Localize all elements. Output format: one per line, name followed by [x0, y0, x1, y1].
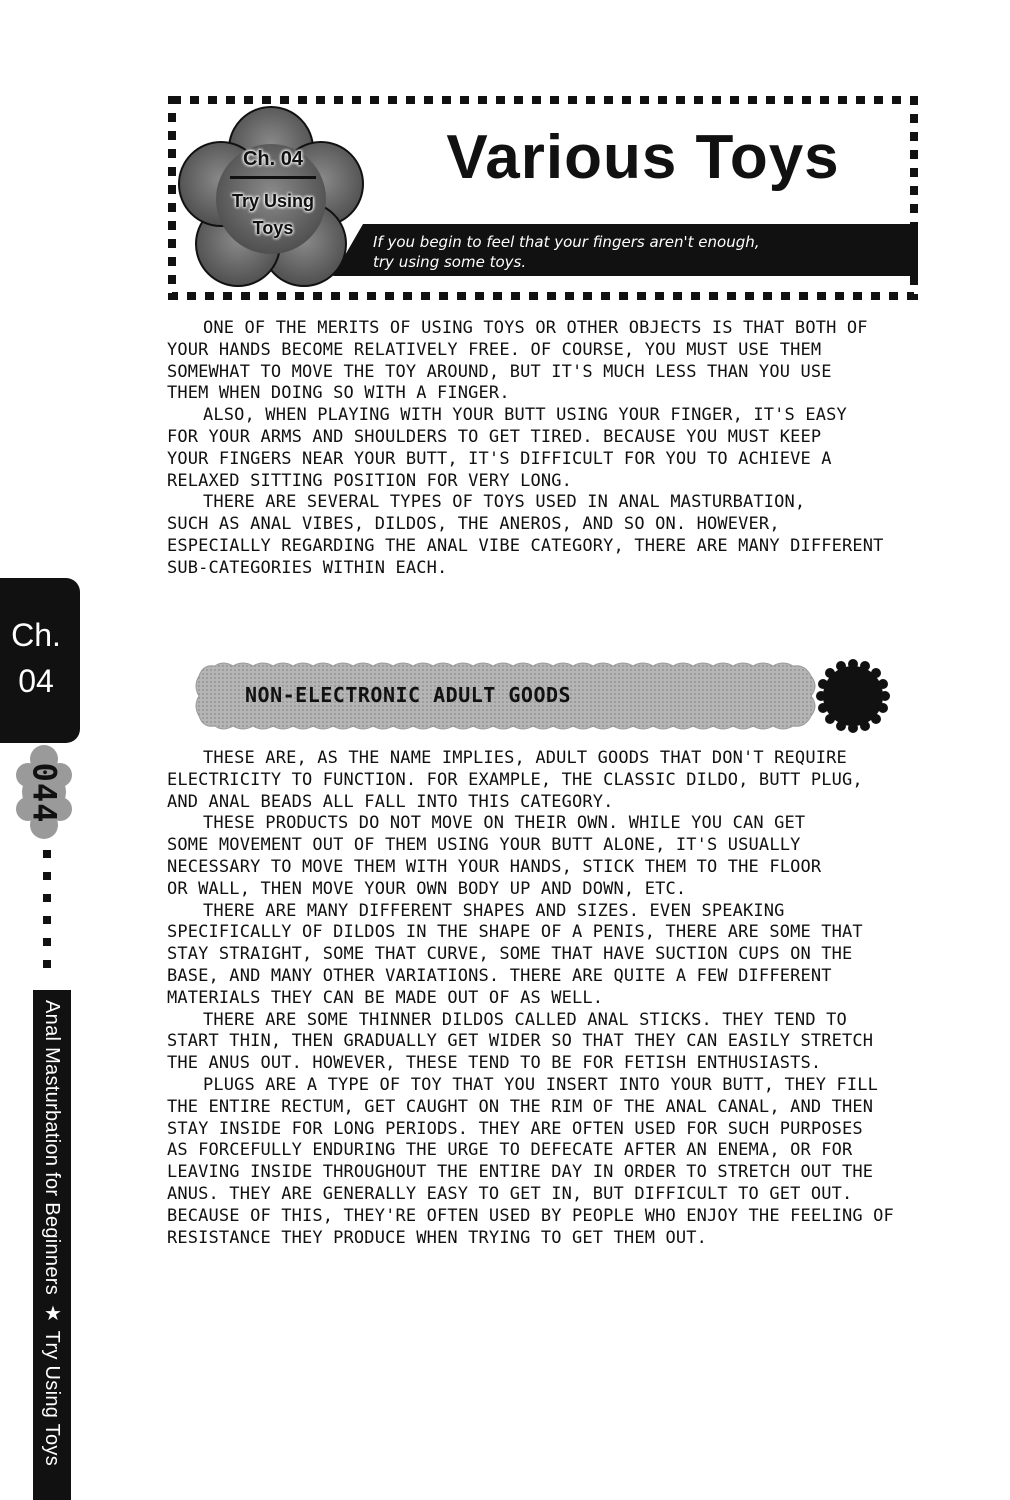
section-paragraph: THESE ARE, AS THE NAME IMPLIES, ADULT GOODS THAT DON'T REQUIRE ELECTRICITY TO FUNCTION. FOR EXAMPLE, THE CLASSIC DILDO, BUTT PLUG, AND ANAL BEADS ALL FALL INTO THIS CATEGORY.: [167, 748, 863, 812]
section-paragraph: THERE ARE MANY DIFFERENT SHAPES AND SIZES. EVEN SPEAKING SPECIFICALLY OF DILDOS IN THE SHAPE OF A PENIS, THERE ARE SOME THAT STAY STRAIGHT, SOME THAT CURVE, SOME THAT HAVE SUCTION CUPS ON THE BASE, AND MANY OTHER VARIATIONS. THERE ARE QUITE A FEW DIFFERENT MATERIALS THEY CAN BE MADE OUT OF AS WELL.: [167, 900, 863, 1008]
section-text: [167, 748, 987, 1249]
side-dots: [40, 848, 54, 983]
chapter-number: Ch. 04: [242, 148, 304, 170]
page-number-text: 044: [25, 762, 64, 823]
section-paragraph: PLUGS ARE A TYPE OF TOY THAT YOU INSERT INTO YOUR BUTT, THEY FILL THE ENTIRE RECTUM, GET CAUGHT ON THE RIM OF THE ANAL CANAL, AND THEN STAY INSIDE FOR LONG PERIODS. THEY ARE OFTEN USED FOR SUCH PURPOSES AS FORCEFULLY ENDURING THE URGE TO DEFECATE AFTER AN ENEMA, OR FOR LEAVING INSIDE THROUGHOUT THE ENTIRE DAY IN ORDER TO STRETCH OUT THE ANUS. THEY ARE GENERALLY EASY TO GET IN, BUT DIFFICULT TO GET OUT. BECAUSE OF THIS, THEY'RE OFTEN USED BY PEOPLE WHO ENJOY THE FEELING OF RESISTANCE THEY PRODUCE WHEN TRYING TO GET THEM OUT.: [167, 1074, 894, 1248]
section-sun-icon: [816, 659, 890, 733]
section-header: [193, 656, 893, 736]
section-title: NON-ELECTRONIC ADULT GOODS: [245, 683, 572, 707]
section-paragraph: THERE ARE SOME THINNER DILDOS CALLED ANAL STICKS. THEY TEND TO START THIN, THEN GRADUALLY GET WIDER SO THAT THEY CAN EASILY STRETCH THE ANUS OUT. HOWEVER, THESE TEND TO BE FOR FETISH ENTHUSIASTS.: [167, 1009, 874, 1074]
chapter-flower-subtitle: Try Using Toys: [231, 191, 315, 238]
chapter-underline: [230, 176, 316, 179]
section-paragraph: THESE PRODUCTS DO NOT MOVE ON THEIR OWN. WHILE YOU CAN GET SOME MOVEMENT OUT OF THEM USING YOUR BUTT ALONE, IT'S USUALLY NECESSARY TO MOVE THEM WITH YOUR HANDS, STICK THEM TO THE FLOOR OR WALL, THEN MOVE YOUR OWN BODY UP AND DOWN, ETC.: [167, 813, 822, 899]
spine-label: [33, 990, 71, 1500]
intro-paragraph: ALSO, WHEN PLAYING WITH YOUR BUTT USING YOUR FINGER, IT'S EASY FOR YOUR ARMS AND SHOULDERS TO GET TIRED. BECAUSE YOU MUST KEEP YOUR FINGERS NEAR YOUR BUTT, IT'S DIFFICULT FOR YOU TO ACHIEVE A RELAXED SITTING POSITION FOR VERY LONG.: [167, 405, 847, 491]
book-title-spine: Anal Masturbation for Beginners ★ Try Using Toys: [41, 1000, 63, 1467]
intro-paragraph: ONE OF THE MERITS OF USING TOYS OR OTHER OBJECTS IS THAT BOTH OF YOUR HANDS BECOME RELATIVELY FREE. OF COURSE, YOU MUST USE THEM SOMEWHAT TO MOVE THE TOY AROUND, BUT IT'S MUCH LESS THAN YOU USE THEM WHEN DOING SO WITH A FINGER.: [167, 318, 868, 404]
page-title: Various Toys: [446, 123, 840, 192]
chapter-header: [168, 96, 918, 300]
chapter-tab-label: Ch. 04: [11, 617, 61, 699]
intro-text: [167, 318, 987, 580]
intro-paragraph: THERE ARE SEVERAL TYPES OF TOYS USED IN ANAL MASTURBATION, SUCH AS ANAL VIBES, DILDOS, THE ANEROS, AND SO ON. HOWEVER, ESPECIALLY REGARDING THE ANAL VIBE CATEGORY, THERE ARE MANY DIFFERENT SUB-CATEGORIES WITHIN EACH.: [167, 492, 884, 578]
page-number: [14, 745, 74, 840]
chapter-subtitle: If you begin to feel that your fingers aren't enough, try using some toys.: [373, 233, 760, 271]
